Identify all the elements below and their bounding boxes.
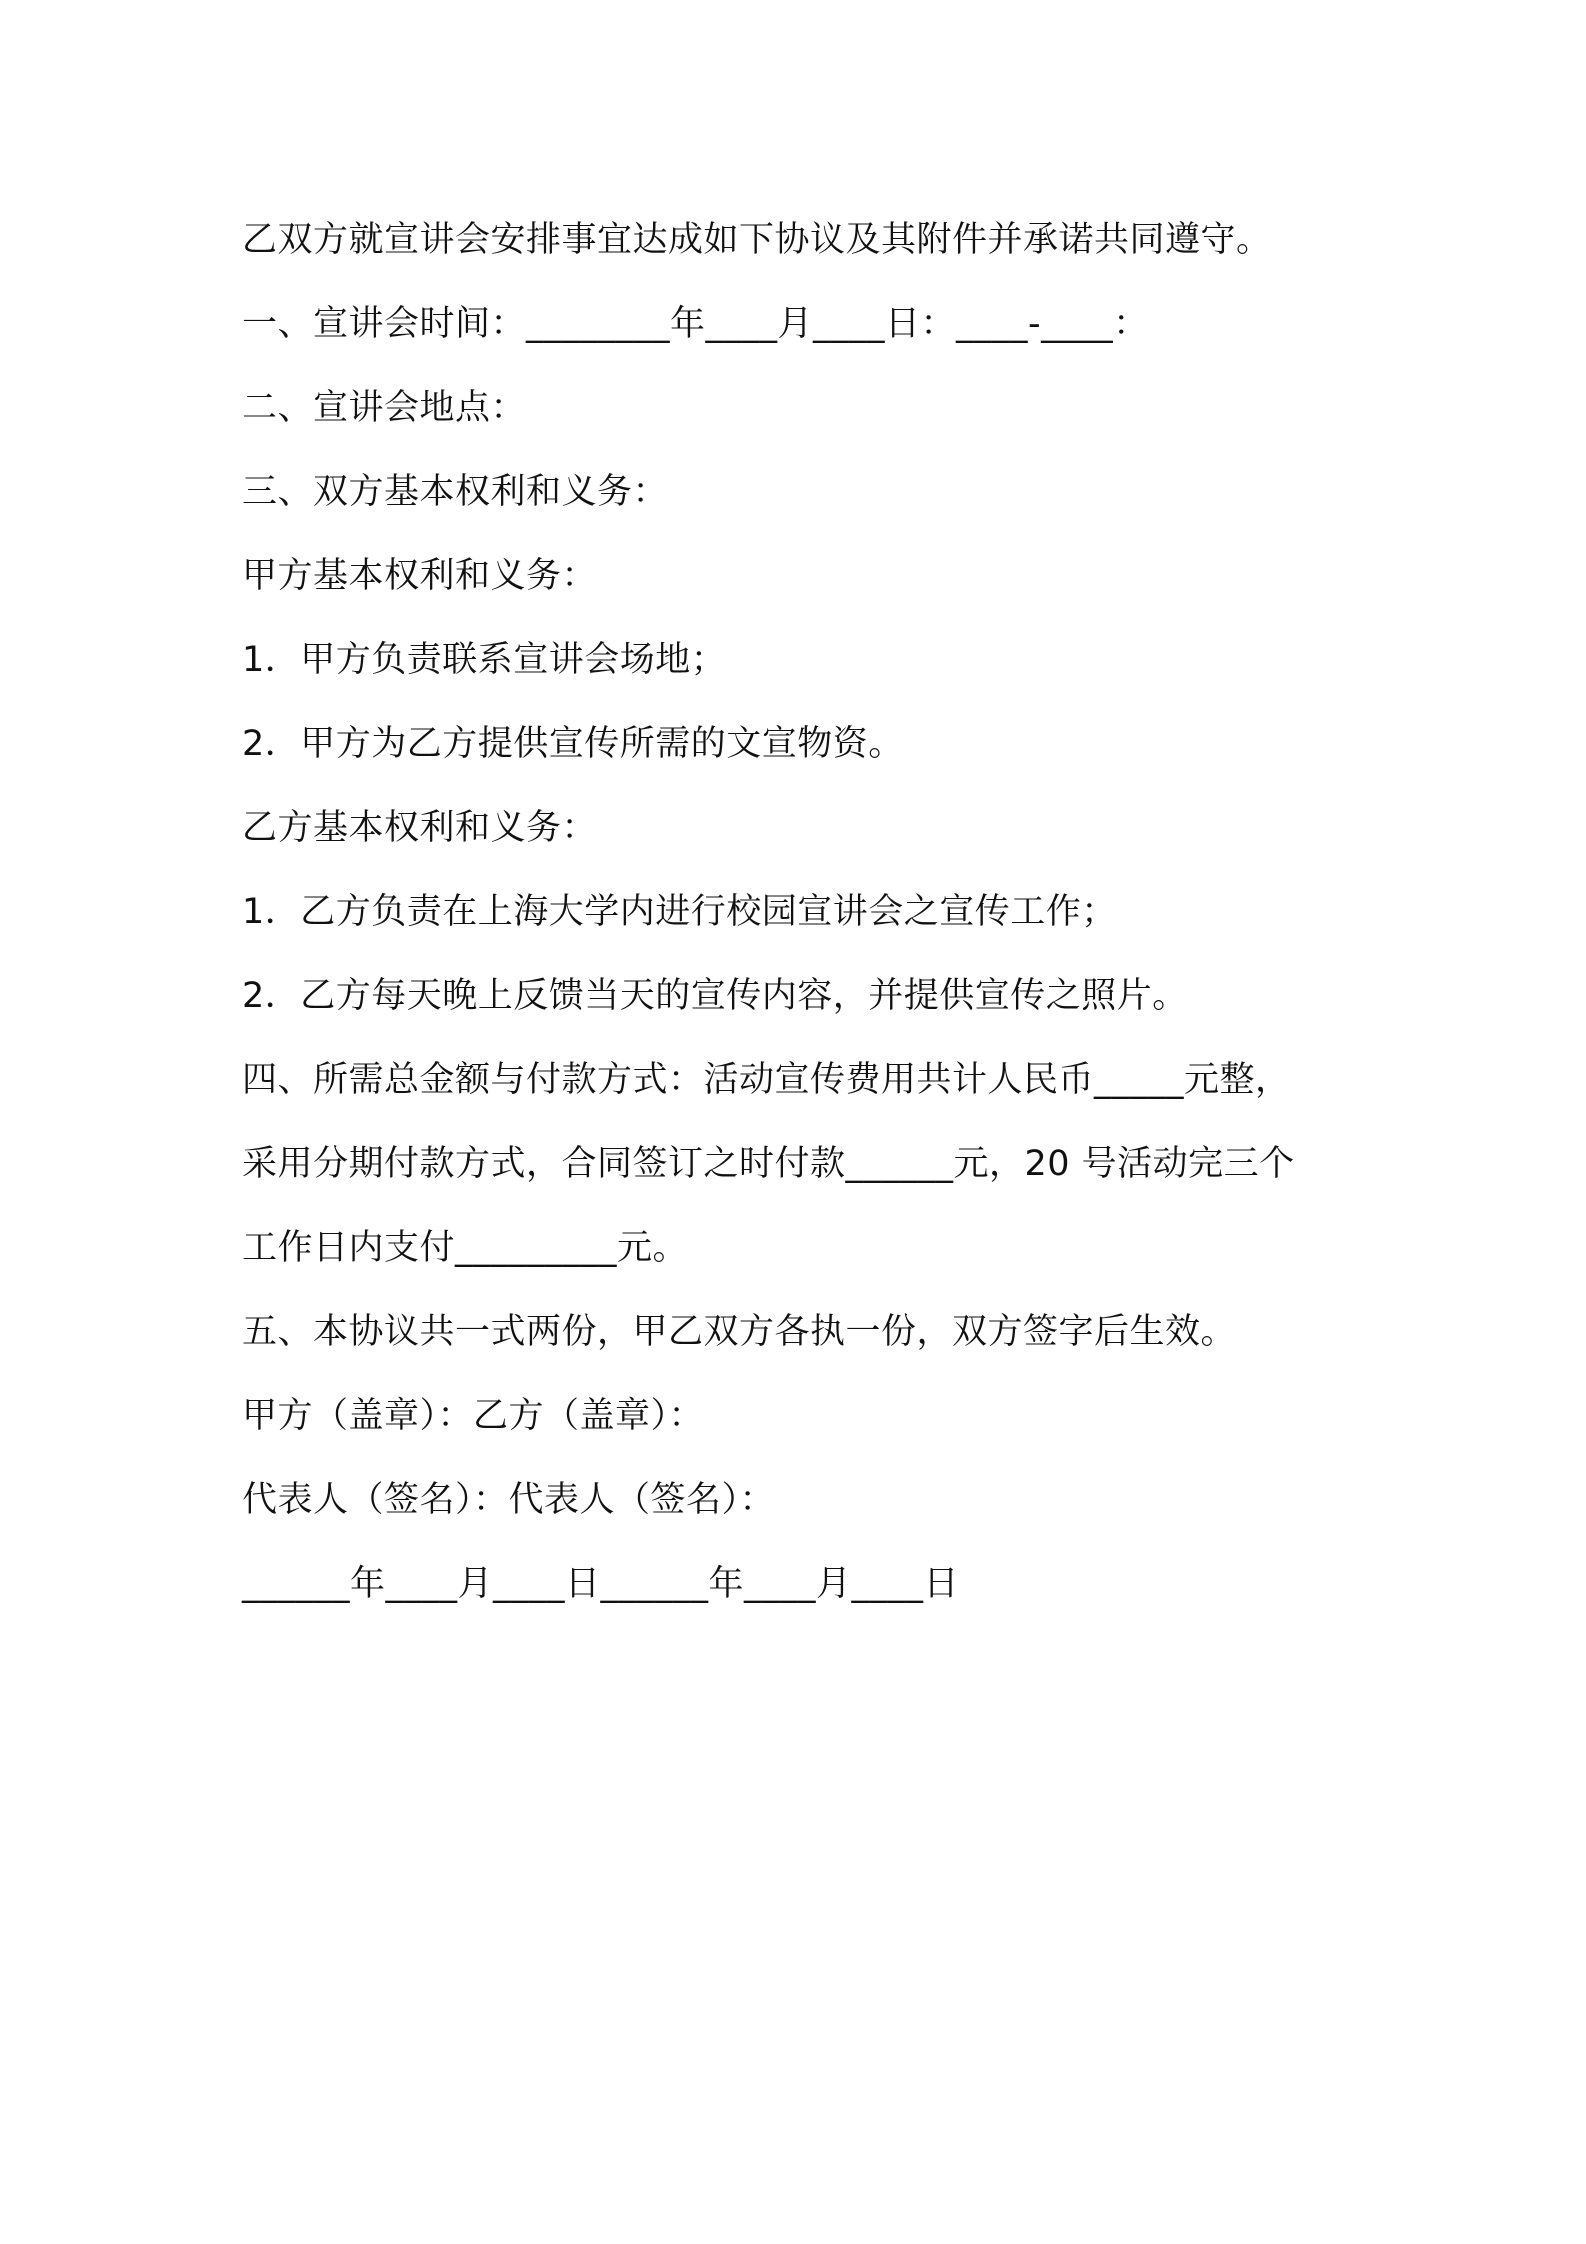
party-b-heading: 乙方基本权利和义务： xyxy=(242,808,598,848)
document-body xyxy=(242,198,1362,1626)
section-5-copies: 五、本协议共一式两份，甲乙双方各执一份，双方签字后生效。 xyxy=(242,1312,1237,1352)
section-1-time: 一、宣讲会时间：________年____月____日：____-____： xyxy=(242,304,1149,344)
signature-line: 代表人（签名）：代表人（签名）： xyxy=(242,1480,776,1520)
party-b-item-2: 2．乙方每天晚上反馈当天的宣传内容，并提供宣传之照片。 xyxy=(242,976,1188,1016)
section-3-heading: 三、双方基本权利和义务： xyxy=(242,472,669,512)
section-4-payment-line-3: 工作日内支付_________元。 xyxy=(242,1228,689,1268)
date-line: ______年____月____日______年____月____日 xyxy=(242,1564,960,1604)
party-b-item-1: 1．乙方负责在上海大学内进行校园宣讲会之宣传工作； xyxy=(242,892,1117,932)
intro-line: 乙双方就宣讲会安排事宜达成如下协议及其附件并承诺共同遵守。 xyxy=(242,220,1272,260)
section-4-payment-line-2: 采用分期付款方式，合同签订之时付款______元，20 号活动完三个 xyxy=(242,1144,1295,1184)
party-a-item-2: 2．甲方为乙方提供宣传所需的文宣物资。 xyxy=(242,724,904,764)
section-4-payment-line-1: 四、所需总金额与付款方式：活动宣传费用共计人民币_____元整， xyxy=(242,1060,1291,1100)
party-a-item-1: 1．甲方负责联系宣讲会场地； xyxy=(242,640,727,680)
section-2-location: 二、宣讲会地点： xyxy=(242,388,527,428)
party-a-heading: 甲方基本权利和义务： xyxy=(242,556,598,596)
seal-line: 甲方（盖章）：乙方（盖章）： xyxy=(242,1396,705,1436)
